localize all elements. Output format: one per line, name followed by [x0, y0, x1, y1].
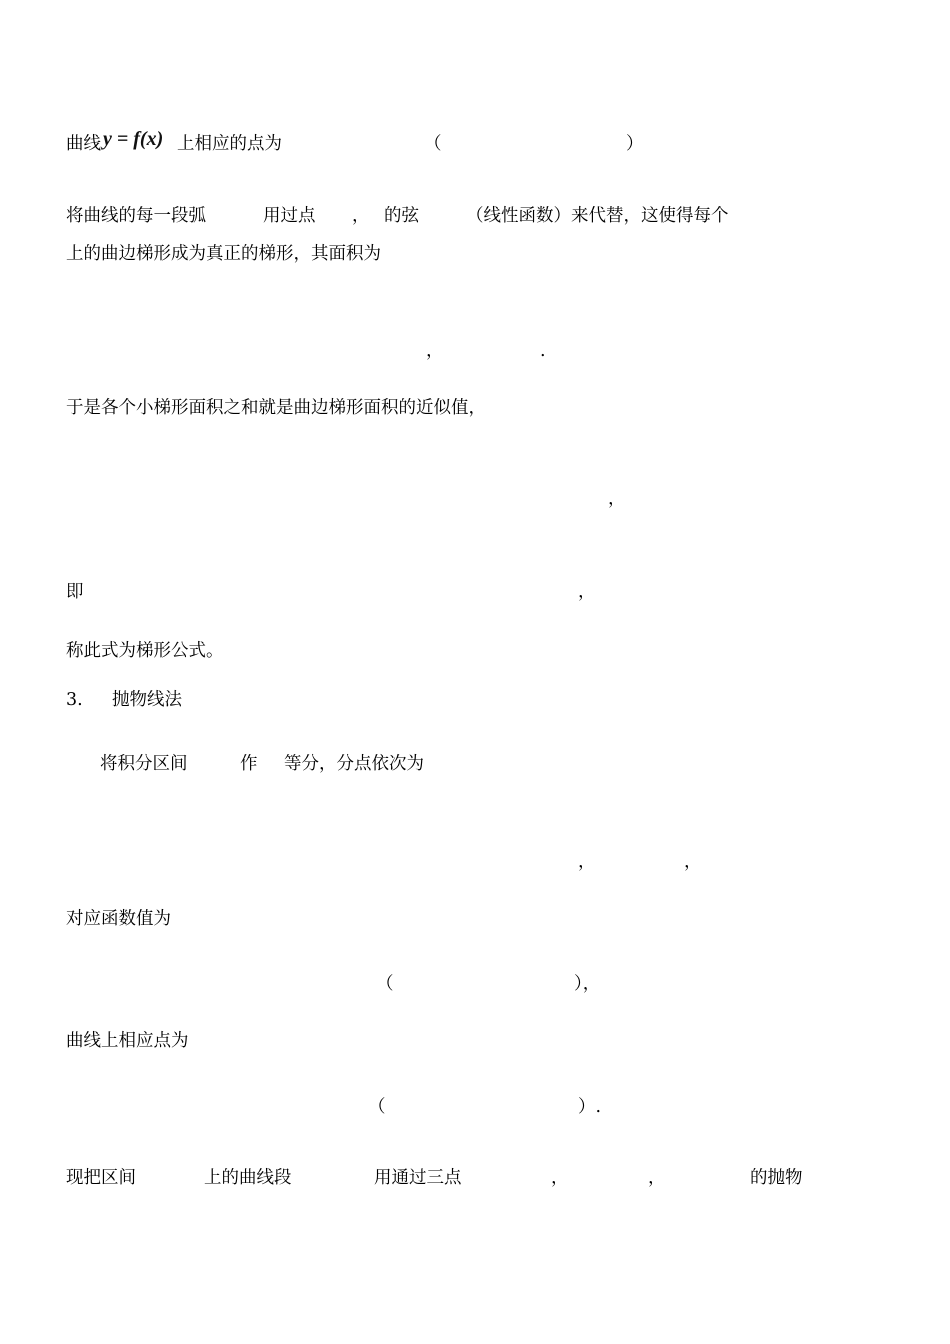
- text-zuo: 作: [240, 754, 258, 774]
- paren-open: （: [376, 974, 394, 994]
- text-comma: ，: [608, 489, 626, 509]
- text-comma: ，: [426, 341, 444, 361]
- paren-close: ）: [626, 134, 644, 154]
- text-integral-interval: 将积分区间: [100, 754, 188, 774]
- section-title: 抛物线法: [112, 690, 182, 710]
- text-comma: ，: [551, 1168, 569, 1188]
- paren-close-comma: ），: [574, 974, 601, 994]
- text-arc-segment: 将曲线的每一段弧: [66, 206, 206, 226]
- text-curve-segment: 上的曲线段: [204, 1168, 292, 1188]
- text-trapezoid-area: 上的曲边梯形成为真正的梯形，其面积为: [66, 244, 381, 264]
- text-trapezoid-formula: 称此式为梯形公式。: [66, 641, 224, 661]
- text-comma: ，: [578, 582, 596, 602]
- text-comma: ，: [578, 852, 596, 872]
- text-now-interval: 现把区间: [66, 1168, 136, 1188]
- section-number: 3.: [66, 690, 83, 710]
- text-approximation: 于是各个小梯形面积之和就是曲边梯形面积的近似值，: [66, 398, 486, 418]
- text-three-points: 用通过三点: [374, 1168, 462, 1188]
- paren-open: （: [424, 134, 442, 154]
- paren-close-period: ）.: [578, 1097, 602, 1117]
- text-equal-parts: 等分，分点依次为: [284, 754, 424, 774]
- text-function-values: 对应函数值为: [66, 909, 171, 929]
- paren-open: （: [368, 1097, 386, 1117]
- text-corresponding-points: 上相应的点为: [177, 134, 282, 154]
- text-comma: ，: [352, 206, 370, 226]
- text-comma: ，: [684, 852, 702, 872]
- text-ji: 即: [66, 582, 84, 602]
- text-chord: 的弦: [384, 206, 419, 226]
- text-curve-prefix: 曲线: [66, 134, 101, 154]
- text-period: .: [540, 341, 546, 361]
- text-linear-replace: （线性函数）来代替，这使得每个: [466, 206, 729, 226]
- text-curve-points: 曲线上相应点为: [66, 1031, 189, 1051]
- text-through-points: 用过点: [263, 206, 316, 226]
- text-comma: ，: [648, 1168, 666, 1188]
- text-parabola: 的抛物: [750, 1168, 803, 1188]
- formula-y-eq-fx: y = f(x): [103, 128, 164, 150]
